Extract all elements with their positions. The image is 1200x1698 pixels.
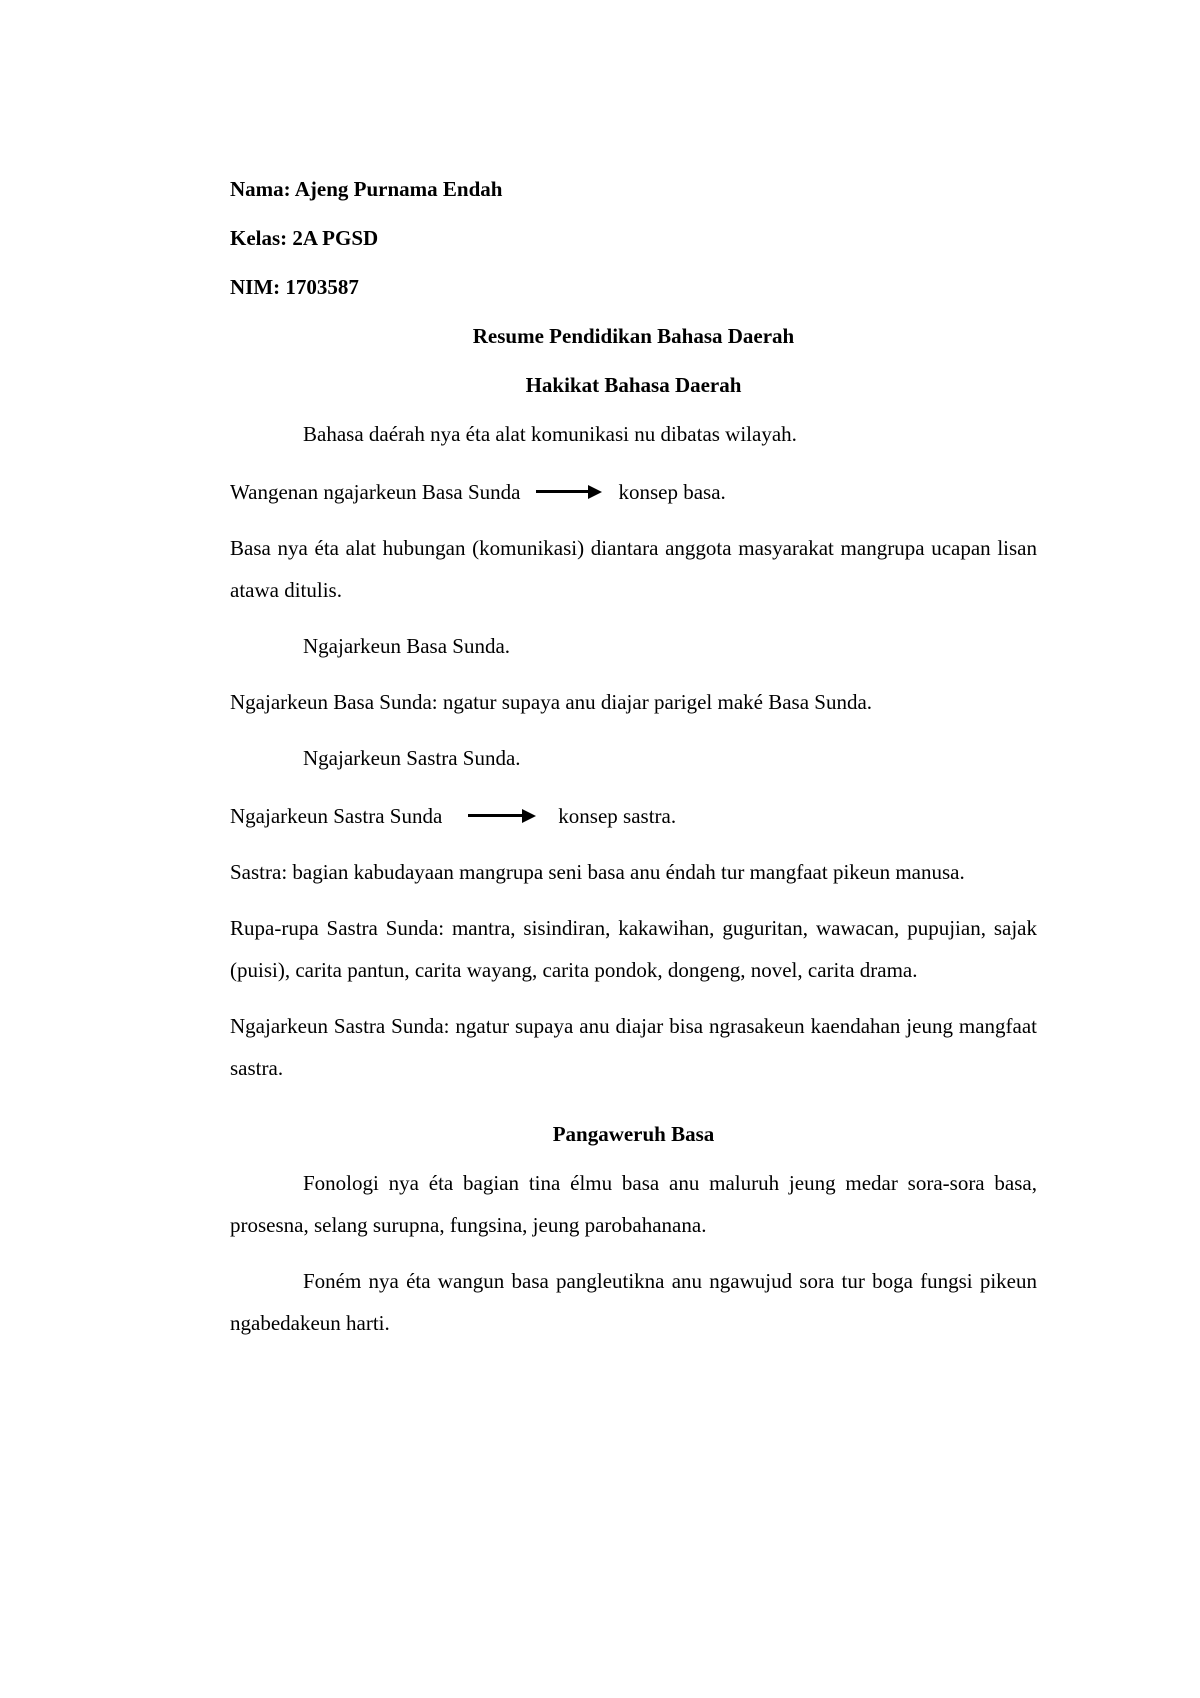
student-name: Nama: Ajeng Purnama Endah	[230, 177, 503, 201]
arrow-left-text: Wangenan ngajarkeun Basa Sunda	[230, 480, 521, 505]
section-heading-pangaweruh: Pangaweruh Basa	[552, 1122, 715, 1147]
paragraph-ngajarkeun-sastra: Ngajarkeun Sastra Sunda.	[303, 746, 521, 771]
paragraph-fonologi: Fonologi nya éta bagian tina élmu basa anu maluruh jeung medar sora-sora basa, prosesna, selang surupna, fungsina, jeung parobahanana.	[230, 1171, 1037, 1238]
paragraph-bahasa-daerah: Bahasa daérah nya éta alat komunikasi nu dibatas wilayah.	[303, 422, 797, 446]
paragraph-ngajarkeun-sastra-definition: Ngajarkeun Sastra Sunda: ngatur supaya anu diajar bisa ngrasakeun kaendahan jeung mangfaat sastra.	[230, 1014, 1037, 1081]
arrow-right-text: konsep basa.	[618, 480, 726, 505]
arrow-statement-basa	[230, 469, 1037, 513]
arrow-left-text: Ngajarkeun Sastra Sunda	[230, 804, 443, 829]
paragraph-fonem: Foném nya éta wangun basa pangleutikna anu ngawujud sora tur boga fungsi pikeun ngabedakeun harti.	[230, 1269, 1037, 1336]
student-nim: NIM: 1703587	[230, 275, 359, 299]
arrow-right-text: konsep sastra.	[558, 804, 677, 829]
right-arrow-icon	[468, 809, 536, 823]
arrow-statement-sastra	[230, 793, 1037, 837]
document-body	[230, 168, 1037, 1358]
paragraph-rupa-rupa-sastra: Rupa-rupa Sastra Sunda: mantra, sisindiran, kakawihan, guguritan, wawacan, pupujian, sajak (puisi), carita pantun, carita wayang, carita pondok, dongeng, novel, carita drama.	[230, 916, 1037, 983]
paragraph-sastra-definition: Sastra: bagian kabudayaan mangrupa seni basa anu éndah tur mangfaat pikeun manusa.	[230, 860, 965, 885]
document-title: Resume Pendidikan Bahasa Daerah	[472, 324, 795, 348]
paragraph-ngajarkeun-basa: Ngajarkeun Basa Sunda.	[303, 634, 511, 659]
paragraph-ngajarkeun-basa-definition: Ngajarkeun Basa Sunda: ngatur supaya anu diajar parigel maké Basa Sunda.	[230, 690, 873, 715]
student-class: Kelas: 2A PGSD	[230, 226, 379, 250]
paragraph-basa-definition: Basa nya éta alat hubungan (komunikasi) diantara anggota masyarakat mangrupa ucapan lisan atawa ditulis.	[230, 536, 1037, 603]
right-arrow-icon	[536, 485, 602, 499]
section-heading-hakikat: Hakikat Bahasa Daerah	[525, 373, 742, 397]
